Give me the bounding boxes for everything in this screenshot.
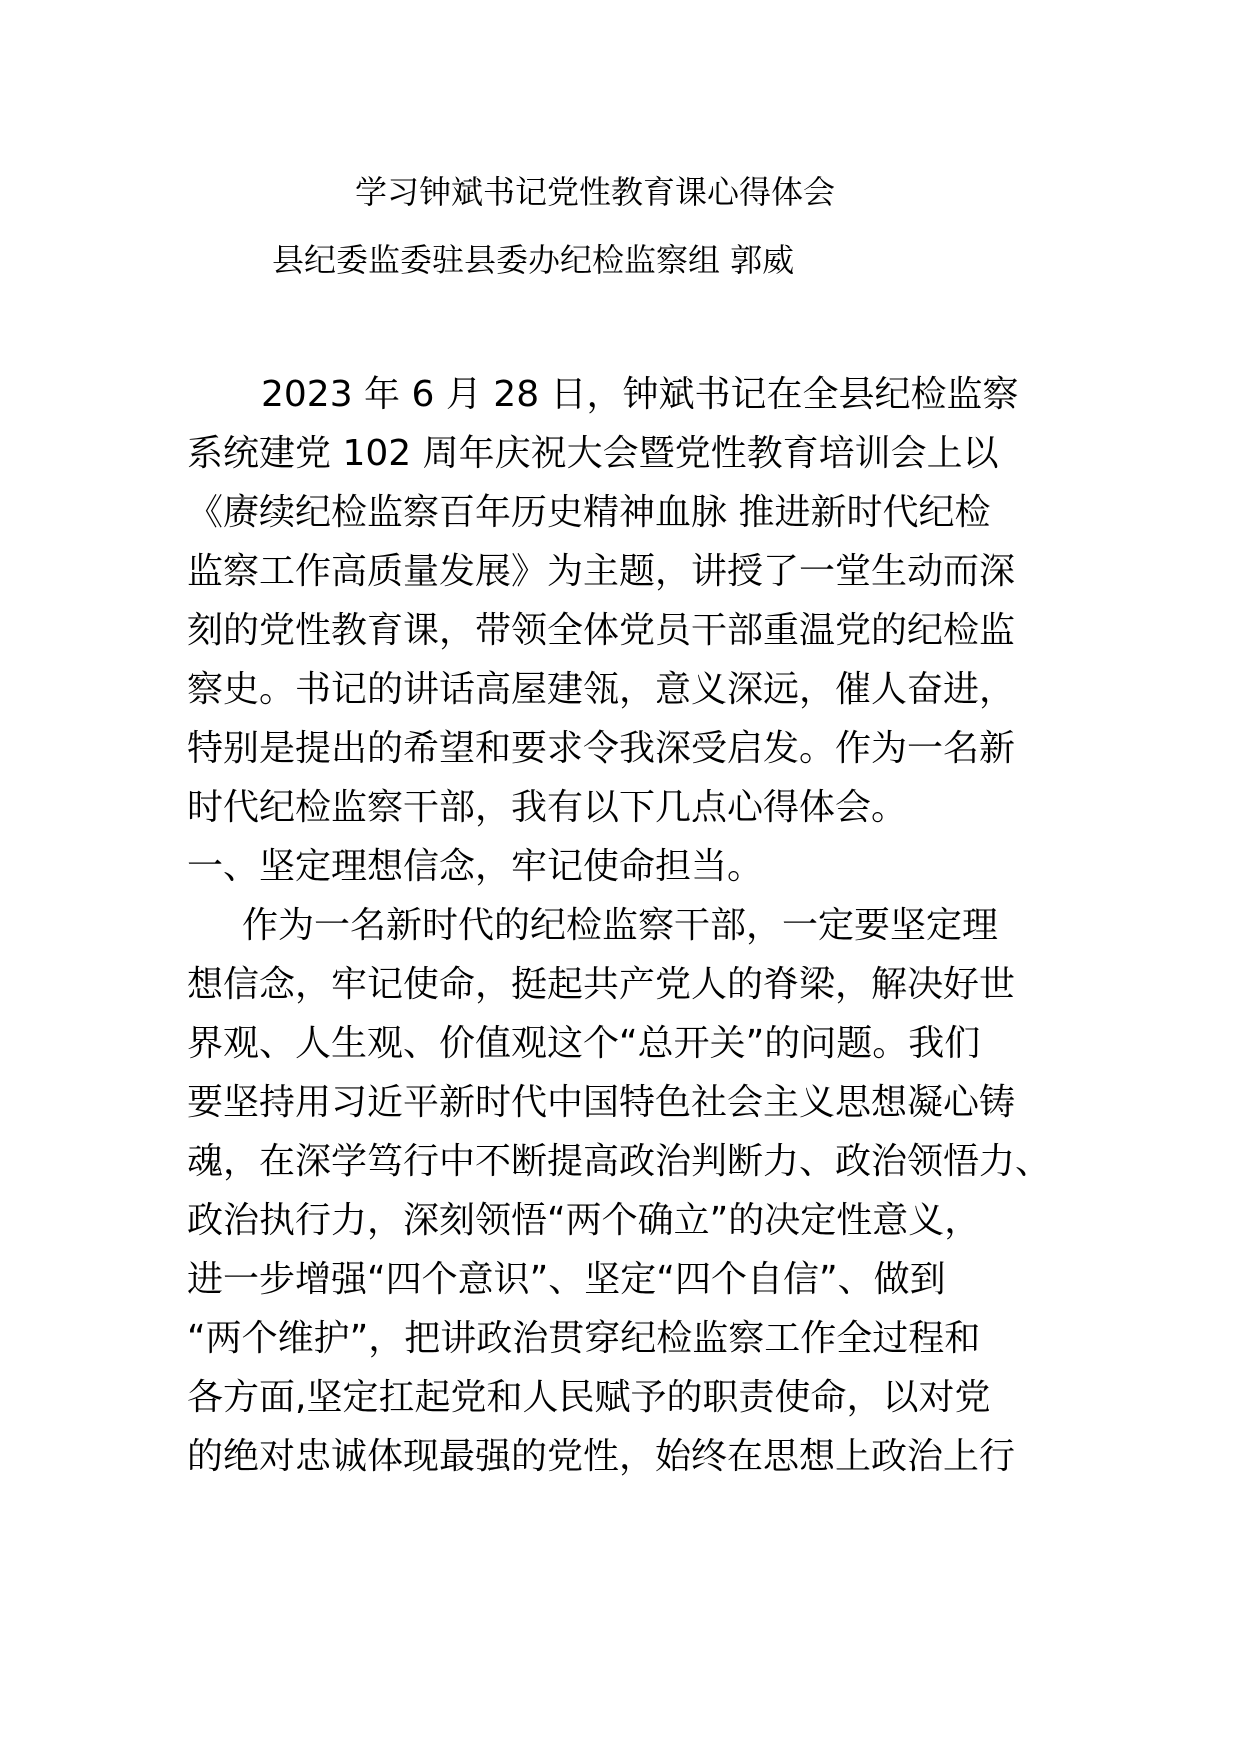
paragraph-2-line-6: 政治执行力，深刻领悟“两个确立”的决定性意义， (187, 1200, 981, 1241)
paragraph-1-line-5: 刻的党性教育课，带领全体党员干部重温党的纪检监 (187, 610, 1016, 651)
paragraph-1-line-4: 监察工作高质量发展》为主题，讲授了一堂生动而深 (187, 551, 1016, 592)
paragraph-2-line-10: 的绝对忠诚体现最强的党性，始终在思想上政治上行 (187, 1436, 1016, 1477)
paragraph-1-line-7: 特别是提出的希望和要求令我深受启发。作为一名新 (187, 728, 1016, 769)
paragraph-2-line-1: 作为一名新时代的纪检监察干部，一定要坚定理 (242, 905, 999, 946)
section-heading-1: 一、坚定理想信念，牢记使命担当。 (187, 846, 764, 887)
paragraph-2-line-3: 界观、人生观、价值观这个“总开关”的问题。我们 (187, 1023, 981, 1064)
paragraph-2-line-8: “两个维护”，把讲政治贯穿纪检监察工作全过程和 (187, 1318, 981, 1359)
paragraph-2-line-2: 想信念，牢记使命，挺起共产党人的脊梁，解决好世 (187, 964, 1016, 1005)
paragraph-1-line-1: 2023 年 6 月 28 日，钟斌书记在全县纪检监察 (261, 374, 1019, 415)
paragraph-1-line-6: 察史。书记的讲话高屋建瓴，意义深远，催人奋进， (187, 669, 1016, 710)
paragraph-1-line-8: 时代纪检监察干部，我有以下几点心得体会。 (187, 787, 908, 828)
paragraph-2-line-7: 进一步增强“四个意识”、坚定“四个自信”、做到 (187, 1259, 946, 1300)
paragraph-2-line-4: 要坚持用习近平新时代中国特色社会主义思想凝心铸 (187, 1082, 1016, 1123)
document-body (187, 365, 1052, 1486)
document-title: 学习钟斌书记党性教育课心得体会 (355, 173, 836, 211)
paragraph-1-line-3: 《赓续纪检监察百年历史精神血脉 推进新时代纪检 (187, 492, 991, 533)
paragraph-2-line-9: 各方面,坚定扛起党和人民赋予的职责使命，以对党 (187, 1377, 991, 1418)
document-author: 县纪委监委驻县委办纪检监察组 郭威 (272, 241, 795, 279)
paragraph-1-line-2: 系统建党 102 周年庆祝大会暨党性教育培训会上以 (187, 433, 999, 474)
paragraph-2-line-5: 魂，在深学笃行中不断提高政治判断力、政治领悟力、 (187, 1141, 1052, 1182)
